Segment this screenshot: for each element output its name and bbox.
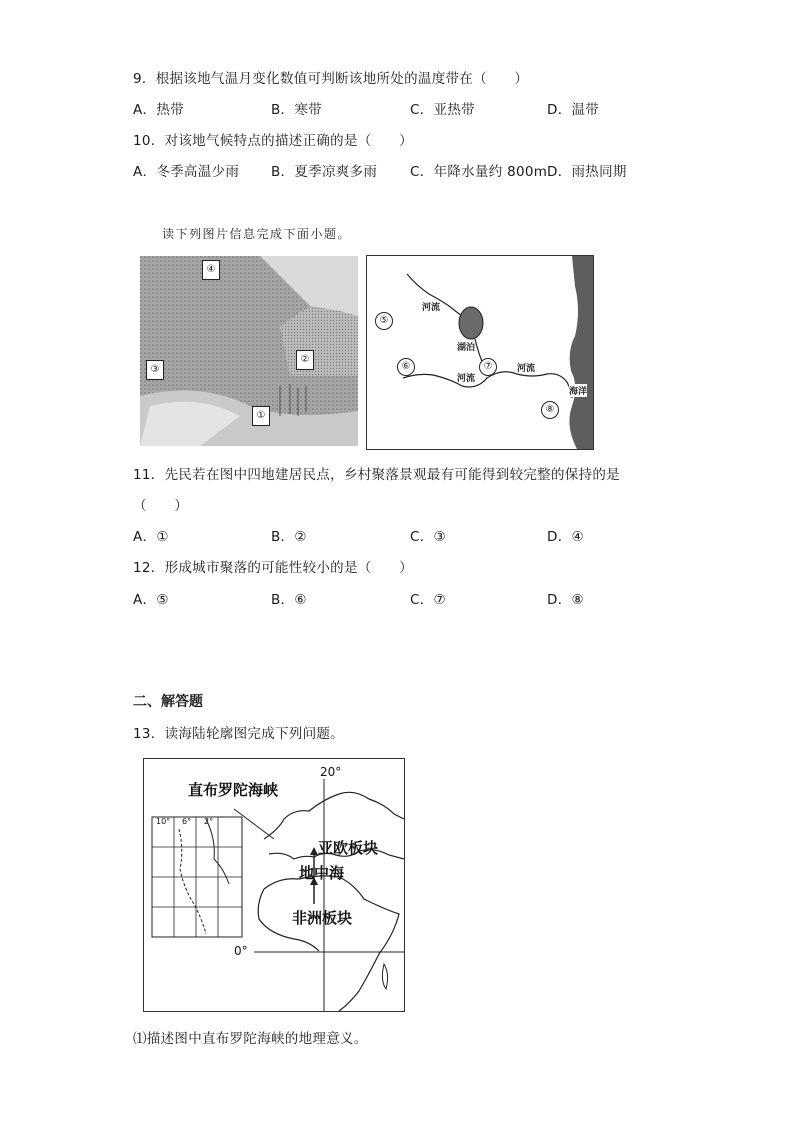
map-marker-7: ⑦ [479, 358, 497, 376]
label-river-lower: 河流 [457, 374, 476, 384]
map-marker-6: ⑥ [397, 358, 415, 376]
photo-marker-3: ③ [146, 360, 164, 380]
q10-option-b[interactable]: B．夏季凉爽多雨 [271, 164, 378, 180]
label-lon-20: 20° [320, 765, 342, 779]
photo-marker-2: ② [296, 350, 314, 370]
question-9-stem: 9．根据该地气温月变化数值可判断该地所处的温度带在（ ） [133, 71, 529, 87]
q11-option-b[interactable]: B．② [271, 529, 307, 545]
label-ocean: 海洋 [569, 384, 587, 397]
q12-option-b[interactable]: B．⑥ [271, 592, 307, 608]
q12-option-c[interactable]: C．⑦ [410, 592, 446, 608]
label-lake: 湖泊 [457, 343, 476, 353]
river-settlement-map [366, 255, 594, 450]
q9-option-a[interactable]: A．热带 [133, 102, 184, 118]
question-10-stem: 10．对该地气候特点的描述正确的是（ ） [133, 133, 413, 149]
label-lat-0: 0° [234, 944, 248, 958]
section-heading: 二、解答题 [133, 694, 203, 710]
map-marker-8: ⑧ [541, 401, 559, 419]
q12-option-a[interactable]: A．⑤ [133, 592, 169, 608]
q11-option-d[interactable]: D．④ [547, 529, 584, 545]
question-11-stem: 11．先民若在图中四地建居民点，乡村聚落景观最有可能得到较完整的保持的是 [133, 467, 620, 483]
landscape-photo [140, 256, 358, 446]
inset-lon-2: 2° [204, 817, 214, 826]
label-eurasian-plate: 亚欧板块 [318, 839, 379, 857]
q12-option-d[interactable]: D．⑧ [547, 592, 584, 608]
photo-marker-1: ① [252, 406, 270, 426]
map-marker-5: ⑤ [375, 312, 393, 330]
question-13-part-1: ⑴描述图中直布罗陀海峡的地理意义。 [133, 1031, 368, 1047]
mediterranean-map [143, 758, 405, 1012]
q10-option-a[interactable]: A．冬季高温少雨 [133, 164, 240, 180]
river-map-lines [367, 256, 593, 449]
q11-option-c[interactable]: C．③ [410, 529, 446, 545]
inset-lon-6: 6° [182, 817, 192, 826]
inset-lon-10: 10° [156, 817, 171, 826]
question-13-stem: 13．读海陆轮廓图完成下列问题。 [133, 726, 344, 742]
label-african-plate: 非洲板块 [292, 909, 353, 927]
q10-option-d[interactable]: D．雨热同期 [547, 164, 627, 180]
q9-option-c[interactable]: C．亚热带 [410, 102, 475, 118]
photo-marker-4: ④ [202, 260, 220, 280]
q9-option-d[interactable]: D．温带 [547, 102, 600, 118]
q9-option-b[interactable]: B．寒带 [271, 102, 322, 118]
reading-intro: 读下列图片信息完成下面小题。 [162, 227, 352, 241]
question-12-stem: 12．形成城市聚落的可能性较小的是（ ） [133, 560, 413, 576]
label-river-upper: 河流 [422, 303, 441, 313]
label-river-mouth: 河流 [517, 364, 536, 374]
label-mediterranean: 地中海 [299, 864, 345, 882]
q10-option-c[interactable]: C．年降水量约 800m [410, 164, 548, 180]
label-gibraltar-strait: 直布罗陀海峡 [188, 781, 279, 799]
question-11-paren: （ ） [133, 498, 189, 514]
q11-option-a[interactable]: A．① [133, 529, 169, 545]
mountain-valley-illustration [140, 256, 358, 446]
